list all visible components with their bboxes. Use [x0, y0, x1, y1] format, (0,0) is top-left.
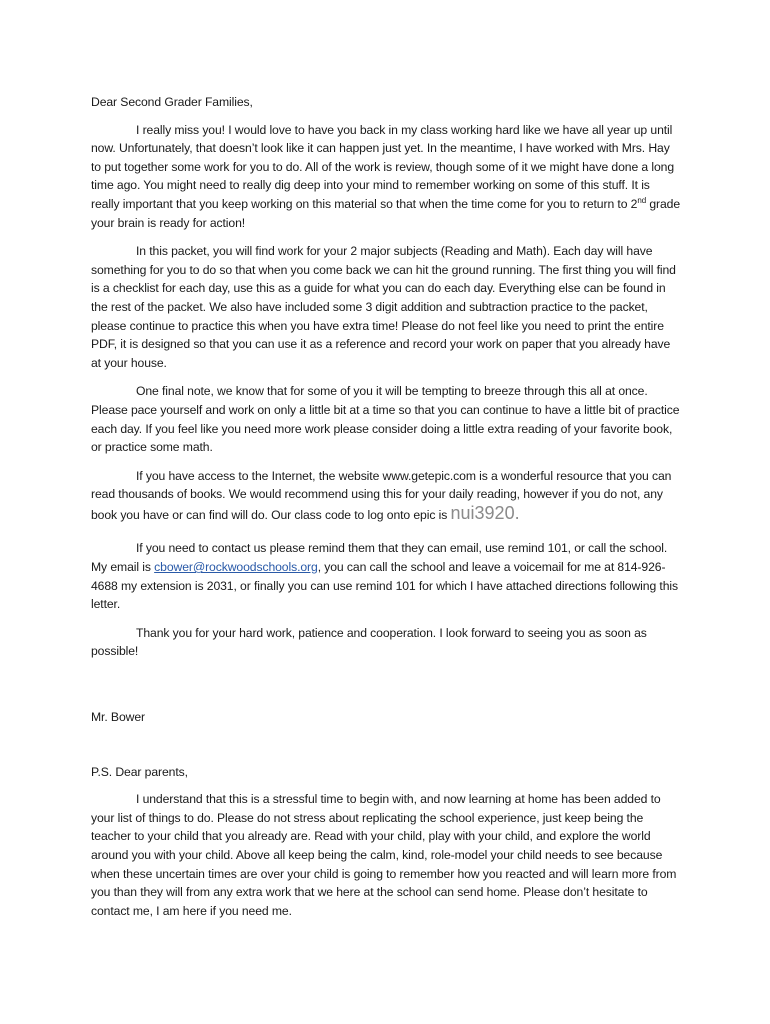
paragraph-thanks: Thank you for your hard work, patience and cooperation. I look forward to seeing you as soon as possible! [91, 625, 647, 659]
spacer [91, 671, 681, 708]
email-link[interactable]: cbower@rockwoodschools.org [154, 560, 318, 575]
paragraph-final-note: One final note, we know that for some of you it will be tempting to breeze through this all at once. Please pace yourself and work on only a little bit at a time so that you can continue to have a little bit of practice each day. If you feel like you need more work please consider doing a little extra reading of your favorite book, or practice some math. [91, 384, 680, 455]
paragraph-contact [91, 539, 681, 613]
class-code-period: . [514, 502, 520, 523]
spacer [91, 727, 681, 763]
salutation: Dear Second Grader Families, [91, 95, 253, 109]
class-code: nui3920 [450, 502, 515, 523]
paragraph-intro-end: grade your brain is ready for action! [91, 196, 681, 230]
paragraph-contact-end: , you can call the school and leave a voicemail for me at 814-926-4688 my extension is 2031, or finally you can use remind 101 for which I have attached directions following this letter. [91, 560, 679, 612]
ps-salutation: P.S. Dear parents, [91, 764, 188, 779]
signature: Mr. Bower [91, 710, 145, 725]
paragraph-epic-text: If you have access to the Internet, the website www.getepic.com is a wonderful resource that you can read thousands of books. We would recommend using this for your daily reading, however if you do not, any book you have or can find will do. Our class code to log onto epic is [91, 468, 672, 522]
paragraph-packet: In this packet, you will find work for your 2 major subjects (Reading and Math). Each day will have something for you to do so that when you come back we can hit the ground running. The first thing you will find is a checklist for each day, use this as a guide for what you can do each day. Everything else can be found in the rest of the packet. We also have included some 3 digit addition and subtraction practice to the packet, please continue to practice this when you have extra time! Please do not feel like you need to print the entire PDF, it is designed so that you can use it as a reference and record your work on paper that you already have at your house. [91, 244, 676, 370]
letter-body [91, 93, 681, 930]
paragraph-intro [91, 121, 681, 233]
paragraph-intro-text: I really miss you! I would love to have you back in my class working hard like we have all year up until now. Unfortunately, that doesn’t look like it can happen just yet. In the meantime, I have worked with Mrs. Hay to put together some work for you to do. All of the work is review, though some of it we might have done a long time ago. You might need to really dig deep into your mind to remember working on some of this stuff. It is really important that you keep working on this material so that when the time come for you to return to 2 [91, 122, 675, 211]
ordinal-superscript: nd [637, 195, 647, 205]
paragraph-ps: I understand that this is a stressful time to begin with, and now learning at home has been added to your list of things to do. Please do not stress about replicating the school experience, just keep being the teacher to your child that you already are. Read with your child, play with your child, and explore the world around you with your child. Above all keep being the calm, kind, role-model your child needs to see because when these uncertain times are over your child is going to remember how you reacted and will learn more from you than they will from any extra work that we here at the school can send home. Please don’t hesitate to contact me, I am here if you need me. [91, 792, 677, 918]
paragraph-epic [91, 467, 681, 525]
paragraph-contact-text: If you need to contact us please remind them that they can email, use remind 101, or call the school. My email is [91, 541, 668, 575]
